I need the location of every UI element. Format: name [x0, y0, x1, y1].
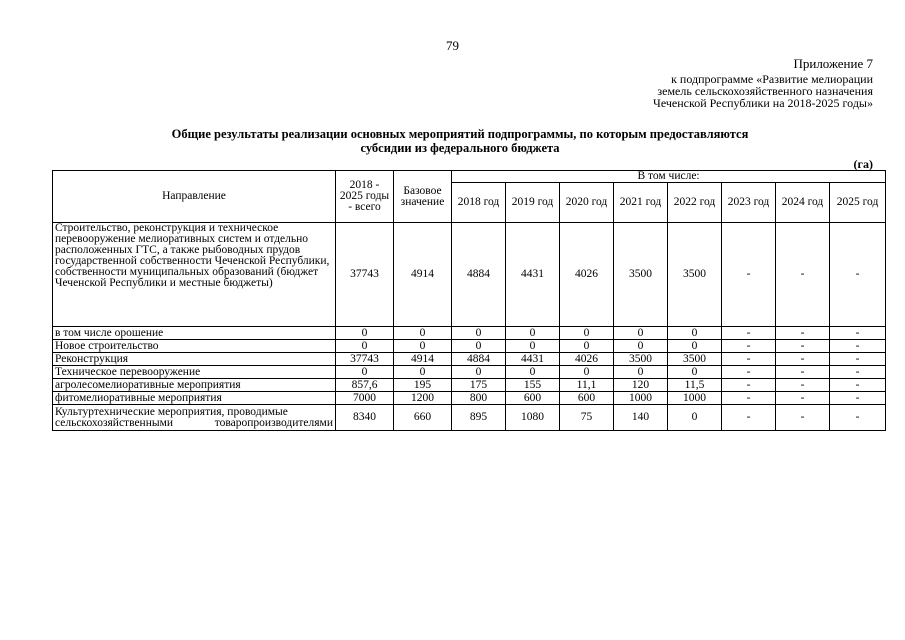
row-year-value: 4884	[452, 223, 506, 327]
header-including: В том числе:	[452, 171, 886, 183]
row-year-value: 11,1	[560, 379, 614, 392]
row-year-value: 0	[560, 327, 614, 340]
row-direction: Техническое перевооружение	[53, 366, 336, 379]
row-year-value: -	[776, 353, 830, 366]
row-year-value: 155	[506, 379, 560, 392]
header-year: 2018 год	[452, 183, 506, 223]
row-year-value: 3500	[668, 353, 722, 366]
row-year-value: 0	[506, 366, 560, 379]
row-year-value: -	[830, 327, 886, 340]
row-year-value: -	[776, 366, 830, 379]
row-total: 0	[336, 340, 394, 353]
row-year-value: -	[722, 392, 776, 405]
row-total: 7000	[336, 392, 394, 405]
row-year-value: 800	[452, 392, 506, 405]
row-base: 0	[394, 366, 452, 379]
header-direction: Направление	[53, 171, 336, 223]
row-year-value: -	[830, 340, 886, 353]
row-year-value: 4884	[452, 353, 506, 366]
table-row	[53, 327, 886, 340]
row-year-value: 75	[560, 405, 614, 431]
table-heading	[140, 127, 780, 155]
row-year-value: 3500	[614, 223, 668, 327]
row-year-value: 0	[560, 340, 614, 353]
units-label: (га)	[853, 157, 873, 171]
row-year-value: -	[830, 405, 886, 431]
row-year-value: -	[722, 340, 776, 353]
subtitle-line: земель сельскохозяйственного назначения	[657, 84, 873, 98]
row-year-value: -	[776, 223, 830, 327]
row-direction: фитомелиоративные мероприятия	[53, 392, 336, 405]
row-year-value: 0	[668, 327, 722, 340]
header-year: 2023 год	[722, 183, 776, 223]
row-year-value: 3500	[668, 223, 722, 327]
table-row	[53, 405, 886, 431]
row-year-value: 0	[668, 405, 722, 431]
row-year-value: -	[722, 223, 776, 327]
row-year-value: -	[830, 392, 886, 405]
header-year: 2024 год	[776, 183, 830, 223]
header-year: 2019 год	[506, 183, 560, 223]
row-base: 1200	[394, 392, 452, 405]
row-direction: Культуртехнические мероприятия, проводимые сельскохозяйственными товаропроизводителями	[53, 405, 336, 431]
row-year-value: 0	[452, 327, 506, 340]
row-base: 195	[394, 379, 452, 392]
heading-line: субсидии из федерального бюджета	[360, 141, 560, 155]
row-year-value: 895	[452, 405, 506, 431]
table-row	[53, 353, 886, 366]
subtitle-line: Чеченской Республики на 2018-2025 годы»	[653, 96, 873, 110]
row-year-value: 4431	[506, 353, 560, 366]
row-year-value: 11,5	[668, 379, 722, 392]
row-year-value: 1080	[506, 405, 560, 431]
row-year-value: 0	[668, 340, 722, 353]
header-base: Базовое значение	[394, 171, 452, 223]
heading-line: Общие результаты реализации основных мероприятий подпрограммы, по которым предоставляются	[171, 127, 749, 141]
row-year-value: 0	[560, 366, 614, 379]
row-year-value: -	[830, 379, 886, 392]
row-year-value: 175	[452, 379, 506, 392]
appendix-label: Приложение 7	[793, 56, 873, 71]
row-year-value: -	[722, 405, 776, 431]
row-year-value: 600	[506, 392, 560, 405]
table-row	[53, 392, 886, 405]
row-year-value: 1000	[668, 392, 722, 405]
row-total: 8340	[336, 405, 394, 431]
row-base: 0	[394, 340, 452, 353]
row-year-value: -	[830, 353, 886, 366]
row-year-value: -	[722, 327, 776, 340]
row-year-value: 600	[560, 392, 614, 405]
row-year-value: -	[722, 353, 776, 366]
row-year-value: 3500	[614, 353, 668, 366]
results-table	[52, 170, 886, 431]
table-row	[53, 340, 886, 353]
row-year-value: 0	[506, 340, 560, 353]
row-year-value: -	[722, 366, 776, 379]
row-base: 0	[394, 327, 452, 340]
row-year-value: 1000	[614, 392, 668, 405]
row-year-value: 4431	[506, 223, 560, 327]
row-total: 857,6	[336, 379, 394, 392]
row-direction: Реконструкция	[53, 353, 336, 366]
table-row	[53, 366, 886, 379]
row-year-value: 140	[614, 405, 668, 431]
row-total: 0	[336, 366, 394, 379]
row-year-value: 0	[452, 366, 506, 379]
row-direction: агролесомелиоративные мероприятия	[53, 379, 336, 392]
row-year-value: 4026	[560, 223, 614, 327]
row-year-value: -	[830, 223, 886, 327]
row-year-value: 0	[452, 340, 506, 353]
appendix-subtitle	[653, 73, 873, 109]
header-year: 2020 год	[560, 183, 614, 223]
header-year: 2025 год	[830, 183, 886, 223]
row-year-value: 0	[506, 327, 560, 340]
row-year-value: 0	[668, 366, 722, 379]
table-row	[53, 223, 886, 327]
row-year-value: -	[776, 340, 830, 353]
row-year-value: -	[776, 392, 830, 405]
table-row	[53, 379, 886, 392]
row-base: 660	[394, 405, 452, 431]
header-year: 2022 год	[668, 183, 722, 223]
row-year-value: -	[776, 379, 830, 392]
header-year: 2021 год	[614, 183, 668, 223]
row-year-value: 120	[614, 379, 668, 392]
row-year-value: -	[722, 379, 776, 392]
row-year-value: 4026	[560, 353, 614, 366]
row-total: 0	[336, 327, 394, 340]
row-total: 37743	[336, 223, 394, 327]
page-number: 79	[446, 38, 459, 53]
row-total: 37743	[336, 353, 394, 366]
row-year-value: 0	[614, 327, 668, 340]
row-direction: в том числе орошение	[53, 327, 336, 340]
row-base: 4914	[394, 353, 452, 366]
row-year-value: -	[776, 327, 830, 340]
row-base: 4914	[394, 223, 452, 327]
row-year-value: -	[776, 405, 830, 431]
row-direction: Строительство, реконструкция и техническое перевооружение мелиоративных систем и отдельно расположенных ГТС, а также рыбоводных прудов государственной собственности Чеченской Республики, собственности муниципальных образований (бюджет Чеченской Республики и местные бюджеты)	[53, 223, 336, 327]
row-year-value: 0	[614, 366, 668, 379]
row-direction: Новое строительство	[53, 340, 336, 353]
subtitle-line: к подпрограмме «Развитие мелиорации	[671, 72, 873, 86]
header-total: 2018 - 2025 годы - всего	[336, 171, 394, 223]
row-year-value: -	[830, 366, 886, 379]
row-year-value: 0	[614, 340, 668, 353]
